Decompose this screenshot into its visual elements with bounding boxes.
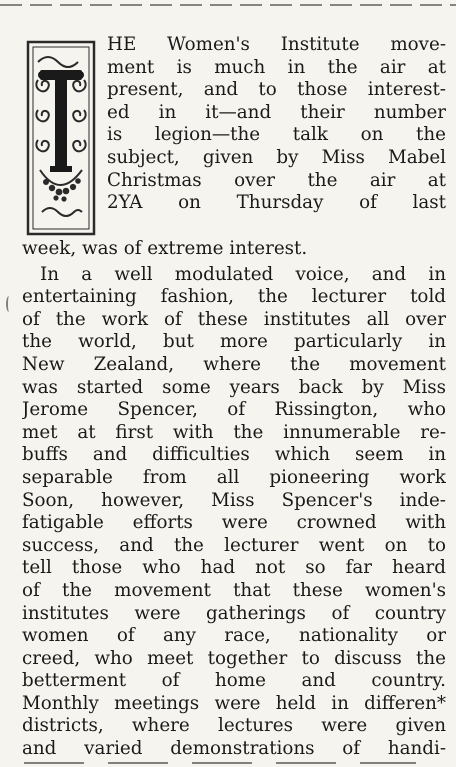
article-line: women of any race, nationality or xyxy=(22,625,446,647)
article-line: Soon, however, Miss Spencer's inde- xyxy=(22,489,446,511)
article-line: separable from all pioneering work xyxy=(22,466,446,488)
article-line: of the work of these institutes all over xyxy=(22,308,446,330)
article-line: entertaining fashion, the lecturer told xyxy=(22,286,446,308)
article-line: betterment of home and country. xyxy=(22,670,446,692)
article-line: the world, but more particularly in xyxy=(22,331,446,353)
article-line: ed in it—and their number xyxy=(107,101,446,123)
article-line: Jerome Spencer, of Rissington, who xyxy=(22,399,446,421)
article-line: In a well modulated voice, and in xyxy=(40,263,446,285)
article-line: creed, who meet together to discuss the xyxy=(22,647,446,669)
bottom-column-rule xyxy=(24,762,416,764)
article-line: week, was of extreme interest. xyxy=(22,238,308,259)
article-line: of the movement that these women's xyxy=(22,579,446,601)
article-line: present, and to those interest- xyxy=(107,79,446,101)
article-line: ment is much in the air at xyxy=(107,56,446,78)
article-line: New Zealand, where the movement xyxy=(22,353,446,375)
article-line: institutes were gatherings of country xyxy=(22,602,446,624)
article-line: met at first with the innumerable re- xyxy=(22,421,446,443)
article-line: HE Women's Institute move- xyxy=(107,34,446,55)
article-line: Christmas over the air at xyxy=(107,169,446,191)
article-line: subject, given by Miss Mabel xyxy=(107,146,446,168)
article-line: 2YA on Thursday of last xyxy=(107,192,446,214)
article-line: was started some years back by Miss xyxy=(22,376,446,398)
article-line: districts, where lectures were given xyxy=(22,715,446,737)
article-line: is legion—the talk on the xyxy=(107,124,446,146)
article-line: success, and the lecturer went on to xyxy=(22,534,446,556)
article-line: fatigable efforts were crowned with xyxy=(22,512,446,534)
article-line: buffs and difficulties which seem in xyxy=(22,444,446,466)
margin-mark xyxy=(6,296,12,312)
article-line: tell those who had not so far heard xyxy=(22,557,446,579)
article-line: Monthly meetings were held in differen* xyxy=(22,692,446,714)
ornamental-drop-cap xyxy=(22,40,100,238)
article-column xyxy=(22,34,446,761)
paragraph-2 xyxy=(22,264,446,761)
article-line: and varied demonstrations of handi- xyxy=(22,738,446,760)
top-column-rule xyxy=(0,4,456,6)
